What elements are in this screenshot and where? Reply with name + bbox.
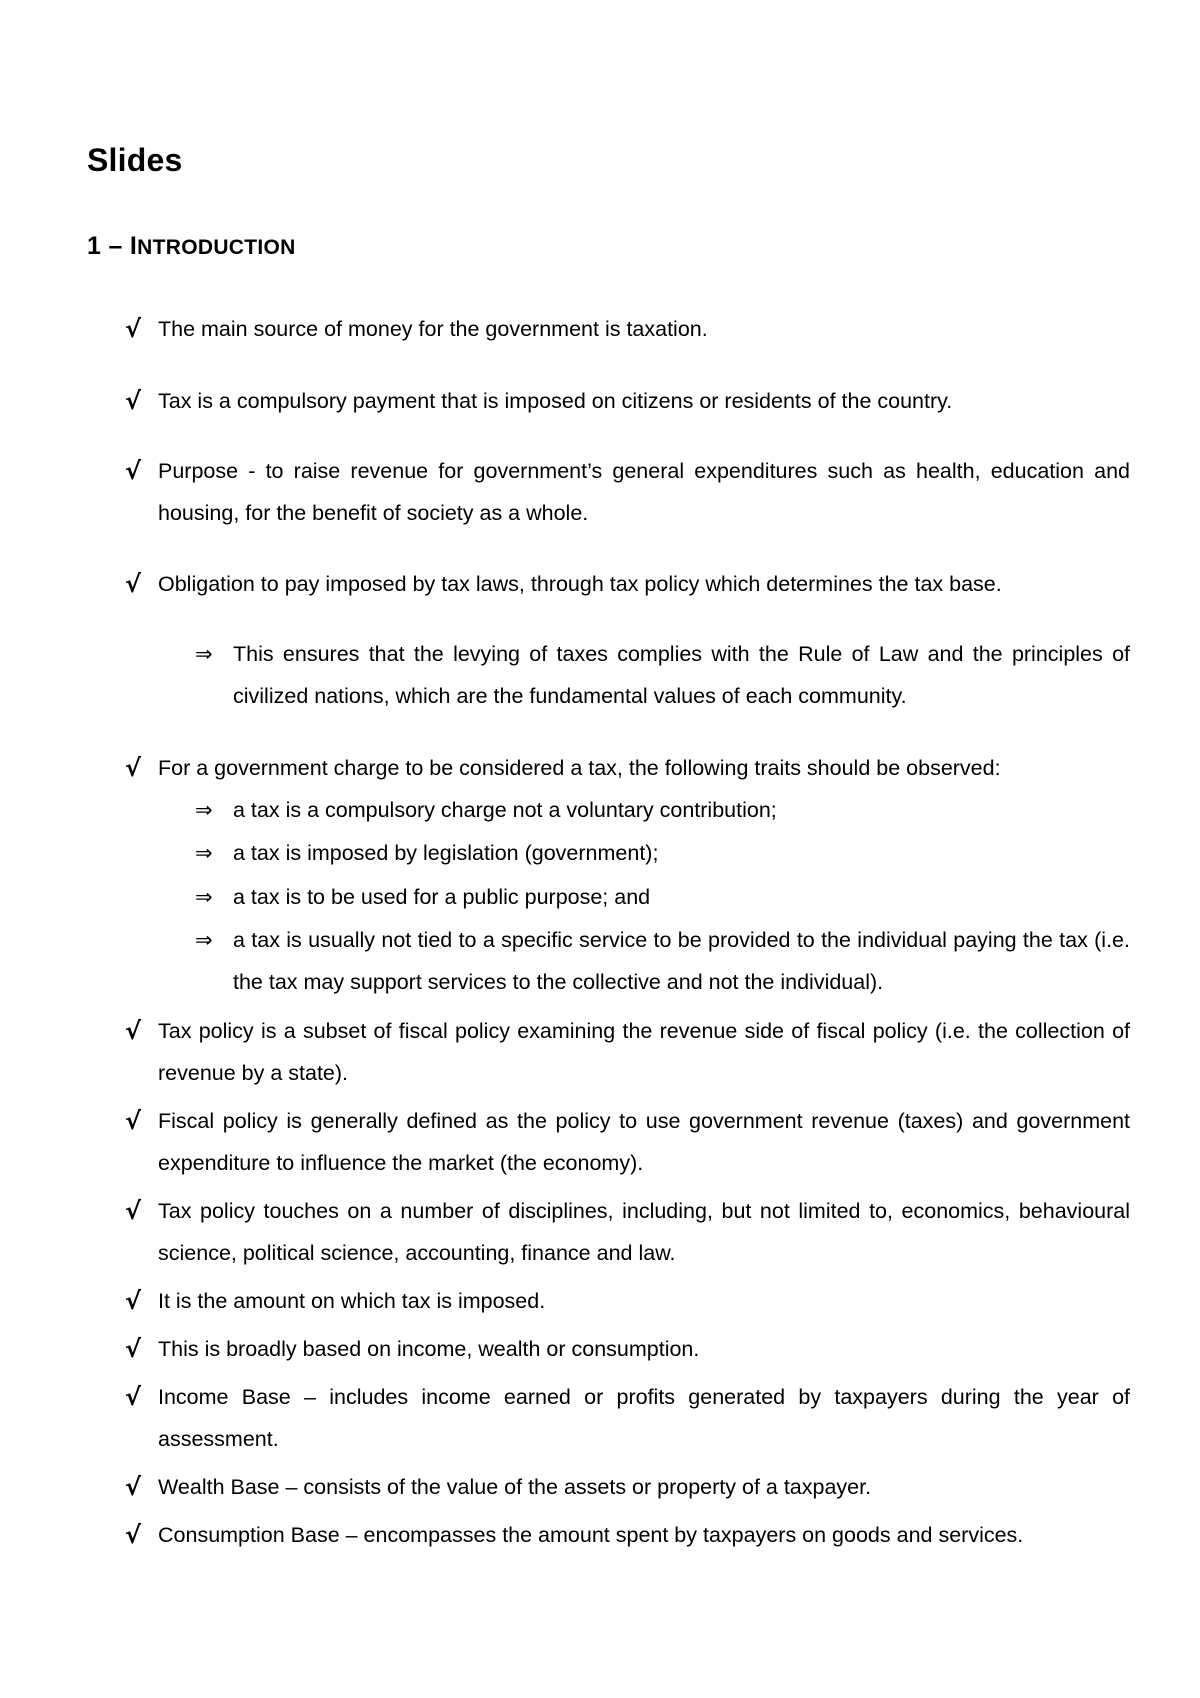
arrow-icon: ⇒ xyxy=(195,642,213,666)
list-item xyxy=(125,1010,1130,1094)
checkmark-icon: √ xyxy=(125,754,142,782)
list-item xyxy=(125,1280,1130,1322)
list-item xyxy=(125,1376,1130,1460)
checkmark-icon: √ xyxy=(125,1383,142,1411)
sub-list-item-text: a tax is to be used for a public purpose; and xyxy=(233,885,651,909)
section-initial: I xyxy=(129,232,138,260)
checkmark-icon: √ xyxy=(125,1017,142,1045)
sub-list-item xyxy=(195,876,1130,918)
list-item-text: Fiscal policy is generally defined as the policy to use government revenue (taxes) and government expenditure to influence the market (the economy). xyxy=(158,1109,1130,1175)
list-item xyxy=(125,1328,1130,1370)
list-item-text: Wealth Base – consists of the value of the assets or property of a taxpayer. xyxy=(158,1475,872,1499)
list-item-text: Obligation to pay imposed by tax laws, through tax policy which determines the tax base. xyxy=(158,572,1002,596)
list-item xyxy=(125,1466,1130,1508)
sub-list-item-text: a tax is usually not tied to a specific service to be provided to the individual paying the tax (i.e. the tax may support services to the collective and not the individual). xyxy=(233,928,1130,994)
checkmark-icon: √ xyxy=(125,1473,142,1501)
checkmark-icon: √ xyxy=(125,457,142,485)
checkmark-icon: √ xyxy=(125,1521,142,1549)
arrow-icon: ⇒ xyxy=(195,798,213,822)
list-item-text: Consumption Base – encompasses the amount spent by taxpayers on goods and services. xyxy=(158,1523,1024,1547)
list-item xyxy=(125,450,1130,534)
sub-list-item-text: This ensures that the levying of taxes complies with the Rule of Law and the principles of civilized nations, which are the fundamental values of each community. xyxy=(233,642,1130,708)
sub-list-item xyxy=(195,832,1130,874)
arrow-icon: ⇒ xyxy=(195,928,213,952)
list-item-text: It is the amount on which tax is imposed. xyxy=(158,1289,546,1313)
section-title-rest: NTRODUCTION xyxy=(137,236,296,259)
checkmark-icon: √ xyxy=(125,315,142,343)
list-item xyxy=(125,308,1130,350)
list-item xyxy=(125,563,1130,605)
checkmark-icon: √ xyxy=(125,1197,142,1225)
arrow-icon: ⇒ xyxy=(195,841,213,865)
arrow-icon: ⇒ xyxy=(195,885,213,909)
list-item-text: Tax is a compulsory payment that is imposed on citizens or residents of the country. xyxy=(158,389,953,413)
page-title: Slides xyxy=(87,142,183,178)
checkmark-icon: √ xyxy=(125,570,142,598)
list-item xyxy=(125,1514,1130,1556)
list-item-text: Tax policy is a subset of fiscal policy examining the revenue side of fiscal policy (i.e. the collection of revenue by a state). xyxy=(158,1019,1130,1085)
list-item-text: This is broadly based on income, wealth or consumption. xyxy=(158,1337,700,1361)
list-item-text: Purpose - to raise revenue for government’s general expenditures such as health, education and housing, for the benefit of society as a whole. xyxy=(158,459,1130,525)
sub-list-item-text: a tax is imposed by legislation (government); xyxy=(233,841,659,865)
list-item-text: Income Base – includes income earned or profits generated by taxpayers during the year of assessment. xyxy=(158,1385,1130,1451)
section-heading xyxy=(87,232,296,261)
sub-list-item xyxy=(195,919,1130,1003)
list-item-text: For a government charge to be considered a tax, the following traits should be observed: xyxy=(158,756,1001,780)
sub-list-item-text: a tax is a compulsory charge not a voluntary contribution; xyxy=(233,798,777,822)
sub-list-item xyxy=(195,789,1130,831)
checkmark-icon: √ xyxy=(125,1107,142,1135)
checkmark-icon: √ xyxy=(125,387,142,415)
sub-list-item xyxy=(195,633,1130,717)
section-number: 1 – xyxy=(87,232,130,260)
list-item xyxy=(125,747,1130,789)
list-item xyxy=(125,380,1130,422)
checkmark-icon: √ xyxy=(125,1335,142,1363)
list-item-text: The main source of money for the government is taxation. xyxy=(158,317,708,341)
list-item-text: Tax policy touches on a number of disciplines, including, but not limited to, economics, behavioural science, political science, accounting, finance and law. xyxy=(158,1199,1130,1265)
list-item xyxy=(125,1190,1130,1274)
list-item xyxy=(125,1100,1130,1184)
checkmark-icon: √ xyxy=(125,1287,142,1315)
